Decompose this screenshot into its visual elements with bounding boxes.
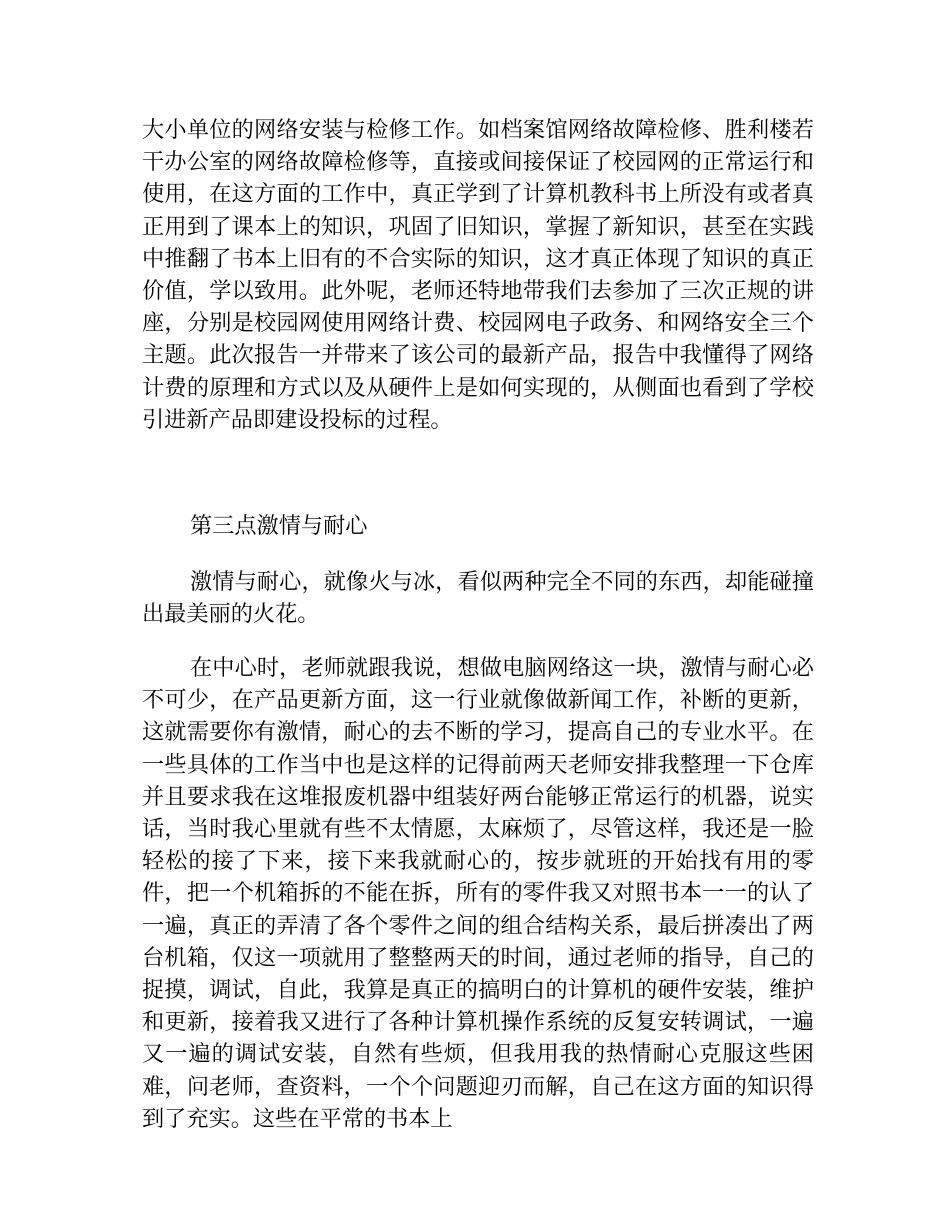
paragraph-center-experience: 在中心时，老师就跟我说，想做电脑网络这一块，激情与耐心必不可少，在产品更新方面，这一行业就像做新闻工作，补断的更新，这就需要你有激情，耐心的去不断的学习，提高自己的专业水平。在一些具体的工作当中也是这样的记得前两天老师安排我整理一下仓库并且要求我在这堆报废机器中组装好两台能够正常运行的机器，说实话，当时我心里就有些不太情愿，太麻烦了，尽管这样，我还是一脸轻松的接了下来，接下来我就耐心的，按步就班的开始找有用的零件，把一个机箱拆的不能在拆，所有的零件我又对照书本一一的认了一遍，真正的弄清了各个零件之间的组合结构关系，最后拼凑出了两台机箱，仅这一项就用了整整两天的时间，通过老师的指导，自己的捉摸，调试，自此，我算是真正的搞明白的计算机的硬件安装，维护和更新，接着我又进行了各种计算机操作系统的反复安转调试，一遍又一遍的调试安装，自然有些烦，但我用我的热情耐心克服这些困难，问老师，查资料，一个个问题迎刃而解，自己在这方面的知识得到了充实。这些在平常的书本上 (142, 655, 814, 1132)
section-heading: 第三点激情与耐心 (190, 513, 368, 539)
paragraph-network-work: 大小单位的网络安装与检修工作。如档案馆网络故障检修、胜利楼若干办公室的网络故障检修等，直接或间接保证了校园网的正常运行和使用，在这方面的工作中，真正学到了计算机教科书上所没有或者真正用到了课本上的知识，巩固了旧知识，掌握了新知识，甚至在实践中推翻了书本上旧有的不合实际的知识，这才真正体现了知识的真正价值，学以致用。此外呢，老师还特地带我们去参加了三次正规的讲座，分别是校园网使用网络计费、校园网电子政务、和网络安全三个主题。此次报告一并带来了该公司的最新产品，报告中我懂得了网络计费的原理和方式以及从硬件上是如何实现的，从侧面也看到了学校引进新产品即建设投标的过程。 (142, 117, 814, 433)
paragraph-passion-intro: 激情与耐心，就像火与冰，看似两种完全不同的东西，却能碰撞出最美丽的火花。 (142, 569, 814, 628)
